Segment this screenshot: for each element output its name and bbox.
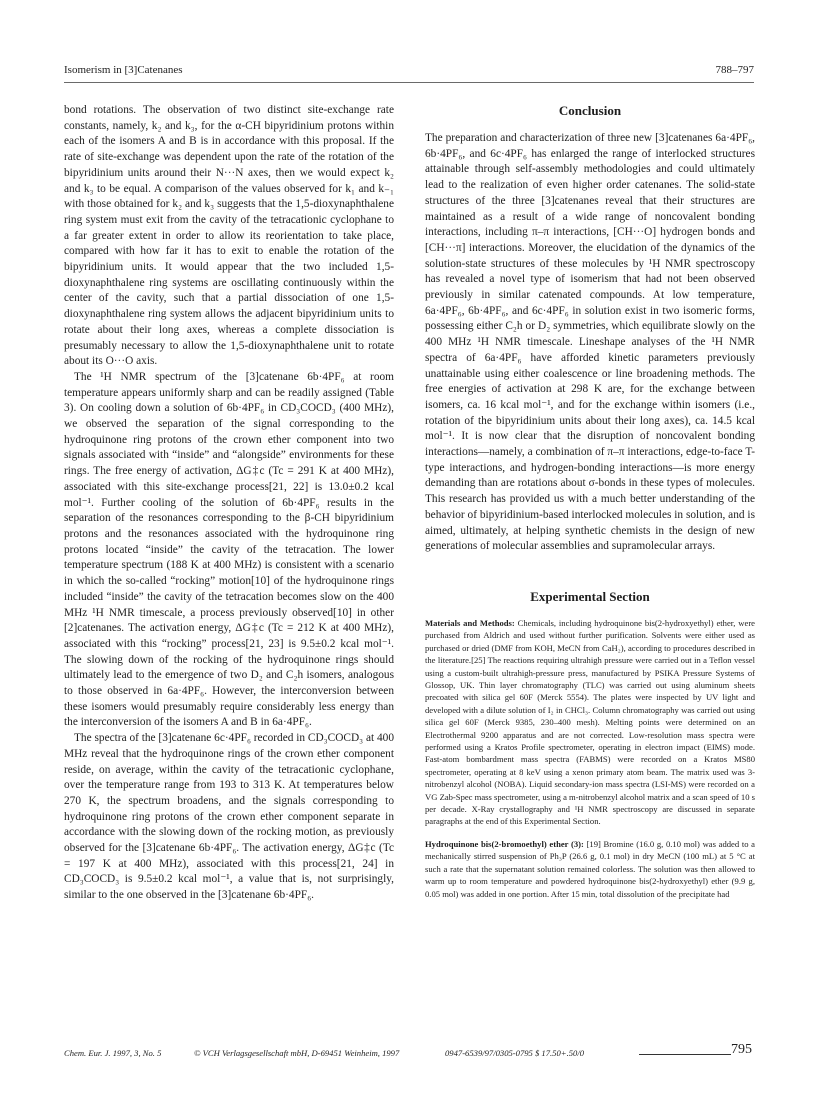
footer-rule bbox=[639, 1054, 731, 1055]
article-code: 0947-6539/97/0305-0795 $ 17.50+.50/0 bbox=[445, 1048, 584, 1058]
hydroquinone-lead: Hydroquinone bis(2-bromoethyl) ether (3): bbox=[425, 838, 584, 849]
page-range: 788–797 bbox=[715, 64, 754, 76]
body-paragraph: bond rotations. The observation of two distinct site-exchange rate constants, namely, k₂ and k₃, for the α-CH bipyridinium protons within each of the isomers A and B is in accordance with this proposal. If the rate of site-exchange was dependent upon the rate of the rotation of the bipyridinium units around their N···N axes, then we would expect k₂ and k₃ to be equal. A comparison of the values observed for k₁ and k₋₁ with those obtained for k₂ and k₃ suggests that the 1,5-dioxynaphthalene ring system must exit from the cavity of the tetracationic cyclophane to a far greater extent in order to allow its reorientation to take place, compared with how far it has to exit to enable the rotation of the bipyridinium units. It would appear that the two included 1,5-dioxynaphthalene ring systems are oscillating continuously within the center of the cavity, such that a partial dissociation of one 1,5-dioxynaphthalene ring system allows the adjacent bipyridinium units to rotate about their long axes, whereas a complete dissociation is presumably necessary to allow the 1,5-dioxynaphthalene unit to rotate about its O···O axis. bbox=[64, 104, 394, 368]
conclusion-paragraph: The preparation and characterization of three new [3]catenanes 6a·4PF₆, 6b·4PF₆, and 6c·4PF₆ has enlarged the range of interlocked structures attainable through self-assembly methodologies and could ultimately lead to the realization of even higher order catenanes. The solid-state structures of the three [3]catenanes reveal that their structures are maintained as a result of a wide range of noncovalent bonding interactions, including π–π interactions, [CH···O] hydrogen bonds and [CH···π] interactions. Moreover, the elucidation of the dynamics of the solution-state structures of these molecules by ¹H NMR spectroscopy has revealed a novel type of isomerism that had not been observed previously in similar catenated compounds. At low temperature, 6a·4PF₆, 6b·4PF₆, and 6c·4PF₆ in solution exist in two isomeric forms, possessing either C₂h or D₂ symmetries, which equilibrate slowly on the 400 MHz ¹H NMR timescale. Lineshape analyses of the ¹H NMR spectra of 6a·4PF₆ have afforded kinetic parameters previously unattainable using either coalescence or line broadening methods. The free energies of activation at 298 K are, for the exchange between isomers, ca. 16 kcal mol⁻¹, and for the exchange within isomers (i.e., rotation of the bipyridinium units about their long axes), ca. 14.5 kcal mol⁻¹. It is now clear that the disruption of noncovalent bonding interactions—namely, a combination of π–π interactions, edge-to-face T-type interactions, and hydrogen-bonding interactions—is more energy demanding than are rotations about σ-bonds in these types of molecules. This research has provided us with a much better understanding of the behavior of bipyridinium-based interlocked molecules in solution, and is aimed, ultimately, at helping synthetic chemists in the design of new generations of molecular assemblies and supramolecular arrays. bbox=[425, 132, 755, 553]
journal-citation: Chem. Eur. J. 1997, 3, No. 5 bbox=[64, 1048, 162, 1058]
methods-paragraph bbox=[425, 617, 755, 828]
page-number: 795 bbox=[731, 1042, 752, 1057]
body-paragraph: The ¹H NMR spectrum of the [3]catenane 6b·4PF₆ at room temperature appears uniformly sharp and can be readily assigned (Table 3). On cooling down a solution of 6b·4PF₆ in CD₃COCD₃ (400 MHz), we observed the separation of the signal corresponding to the hydroquinone ring protons of the crown ether component into two signals associated with “inside” and “alongside” environments for these rings. The free energy of activation, ΔG‡c (Tc = 291 K at 400 MHz), associated with this site-exchange process[21, 22] is 13.0±0.2 kcal mol⁻¹. Further cooling of the solution of 6b·4PF₆ results in the separation of the resonances corresponding to the β-CH bipyridinium protons and the resonances associated with the hydroquinone ring protons located “inside” the cavity of the tetracation. The lower temperature spectrum (188 K at 400 MHz) is consistent with a scenario in which the so-called “rocking” motion[10] of the hydroquinone rings included “inside” the cavity of the tetracation becomes slow on the 400 MHz ¹H NMR timescale, a process previously observed[10] in other [2]catenanes. The activation energy, ΔG‡c (Tc = 212 K at 400 MHz), associated with this “rocking” process[21, 23] is 9.5±0.2 kcal mol⁻¹. The slowing down of the rocking of the hydroquinone rings should ultimately lead to the emergence of two D₂ and C₂h isomers, analogous to those observed in 6a·4PF₆. However, the interconversion between these isomers would presumably require considerably less energy than the interconversion of the isomers A and B in 6a·4PF₆. bbox=[64, 370, 394, 729]
methods-text: Chemicals, including hydroquinone bis(2-hydroxyethyl) ether, were purchased from Aldrich and used without further purification. Solvents were either used as purchased or dried (DMF from KOH, MeCN from CaH₂), according to procedures described in the literature.[25] The reactions requiring ultrahigh pressure were carried out in a Teflon vessel using a custom-built ultrahigh-pressure press, manufactured by PSIKA Pressure Systems of Glossop, UK. Thin layer chromatography (TLC) was carried out using aluminum sheets precoated with silica gel 60F (Merck 5554). The plates were inspected by UV light and developed with a dilute solution of I₂ in CHCl₃. Column chromatography was carried out using silica gel 60F (Merck 9385, 230–400 mesh). Melting points were determined on an Electrothermal 9200 apparatus and are not corrected. Low-resolution mass spectra were performed using a Kratos Profile spectrometer, operating in electron impact (EIMS) mode. Fast-atom bombardment mass spectra (FABMS) were recorded on a Kratos MS80 spectrometer, operating at 8 keV using a xenon primary atom beam. The matrix used was 3-nitrobenzyl alcohol (NOBA). Liquid secondary-ion mass spectra (LSI-MS) were recorded on a VG Zab-Spec mass spectrometer, using a m-nitrobenzyl alcohol matrix and a scan speed of 10 s per decade. X-Ray crystallography and ¹H NMR spectroscopy are discussed in separate paragraphs at the end of this Experimental Section. bbox=[425, 617, 755, 827]
experimental-text bbox=[425, 617, 755, 900]
running-title: Isomerism in [3]Catenanes bbox=[64, 64, 183, 76]
right-column bbox=[425, 103, 755, 910]
conclusion-heading: Conclusion bbox=[558, 103, 622, 118]
hydroquinone-paragraph bbox=[425, 838, 755, 900]
left-column bbox=[64, 103, 394, 904]
body-paragraph: The spectra of the [3]catenane 6c·4PF₆ recorded in CD₃COCD₃ at 400 MHz reveal that the hydroquinone rings of the crown ether component reside, on average, within the cavity of the tetracationic cyclophane, over the temperature range from 193 to 313 K. At temperatures below 270 K, the spectrum broadens, and the signals corresponding to hydroquinone ring protons of the crown ether component separate in accordance with the slowing down of the rocking motion, as previously observed for the [3]catenane 6b·4PF₆. The activation energy, ΔG‡c (Tc = 197 K at 400 MHz), associated with this process[21, 24] in CD₃COCD₃ is 9.5±0.2 kcal mol⁻¹, a value that is, not surprisingly, similar to the one observed in the [3]catenane 6b·4PF₆. bbox=[64, 732, 394, 902]
hydroquinone-text: [19] Bromine (16.0 g, 0.10 mol) was added to a mechanically stirred suspension of Ph₃P (26.6 g, 0.1 mol) in dry MeCN (100 mL) at 5 °C at such a rate that the supernatant solution remained colorless. The solution was then allowed to warm up to room temperature and powdered hydroquinone bis(2-hydroxyethyl) ether (9.9 g, 0.05 mol) was added in one portion. After 15 min, total dissolution of the precipitate had bbox=[425, 838, 755, 899]
methods-lead: Materials and Methods: bbox=[425, 617, 515, 628]
running-header bbox=[64, 64, 754, 83]
publisher-line: © VCH Verlagsgesellschaft mbH, D-69451 Weinheim, 1997 bbox=[194, 1048, 400, 1058]
experimental-heading: Experimental Section bbox=[530, 588, 650, 604]
